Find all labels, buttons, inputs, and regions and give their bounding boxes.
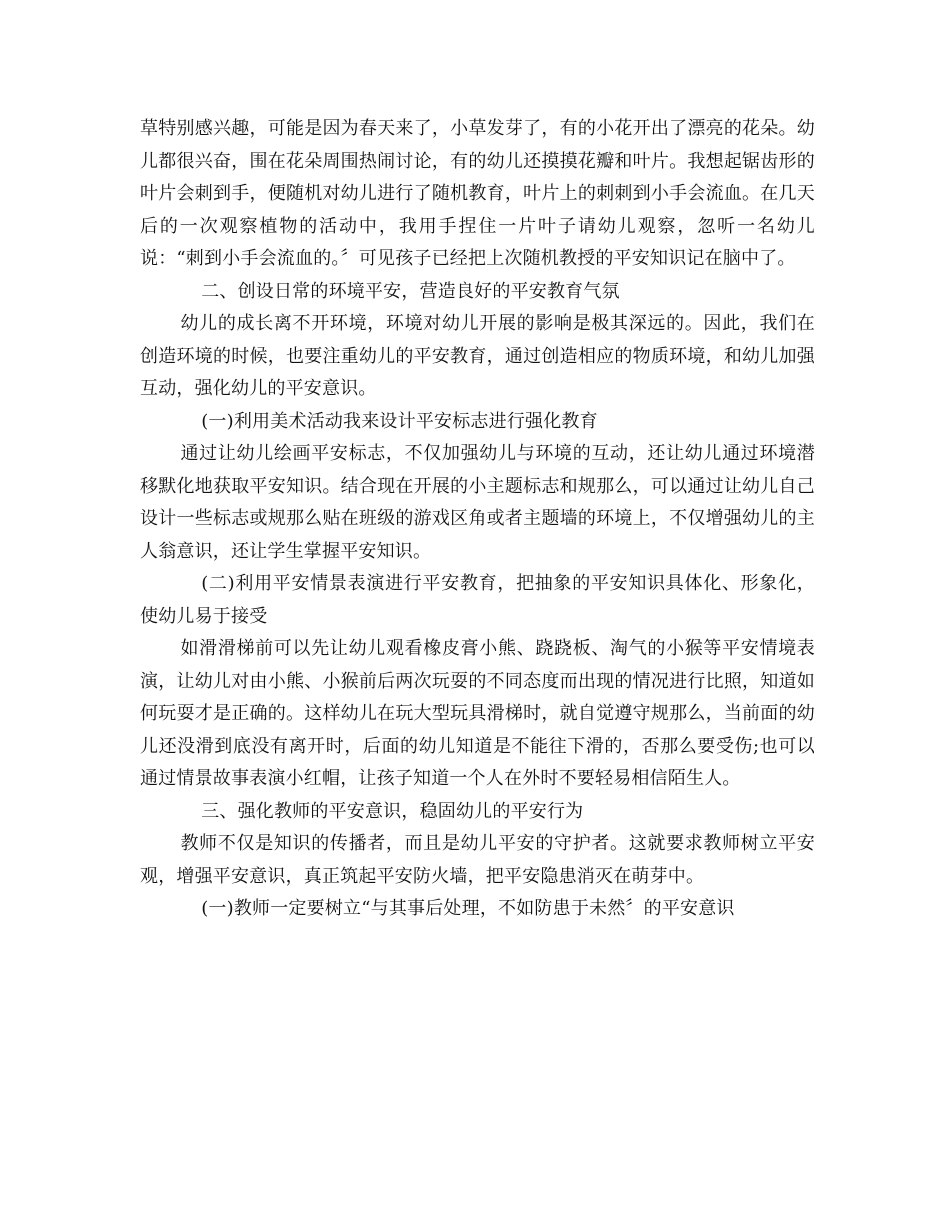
section-heading-2: 二、创设日常的环境平安，营造良好的平安教育气氛 xyxy=(201,280,620,302)
body-paragraph: 通过让幼儿绘画平安标志，不仅加强幼儿与环境的互动，还让幼儿通过环境潜移默化地获取平安知识。结合现在开展的小主题标志和规那么，可以通过让幼儿自己设计一些标志或规那么贴在班级的游戏区角或者主题墙的环境上，不仅增强幼儿的主人翁意识，还让学生掌握平安知识。 xyxy=(140,443,815,562)
body-paragraph: 幼儿的成长离不开环境，环境对幼儿开展的影响是极其深远的。因此，我们在创造环境的时候，也要注重幼儿的平安教育，通过创造相应的物质环境，和幼儿加强互动，强化幼儿的平安意识。 xyxy=(140,313,815,399)
subsection-heading-2-2: (二)利用平安情景表演进行平安教育，把抽象的平安知识具体化、形象化，使幼儿易于接受 xyxy=(140,573,815,627)
document-body xyxy=(140,113,815,926)
body-paragraph-continued: 草特别感兴趣，可能是因为春天来了，小草发芽了，有的小花开出了漂亮的花朵。幼儿都很兴奋，围在花朵周围热闹讨论，有的幼儿还摸摸花瓣和叶片。我想起锯齿形的叶片会刺到手，便随机对幼儿进行了随机教育，叶片上的刺刺到小手会流血。在几天后的一次观察植物的活动中，我用手捏住一片叶子请幼儿观察，忽听一名幼儿说：“刺到小手会流血的。〞可见孩子已经把上次随机教授的平安知识记在脑中了。 xyxy=(140,118,815,269)
body-paragraph: 教师不仅是知识的传播者，而且是幼儿平安的守护者。这就要求教师树立平安观，增强平安意识，真正筑起平安防火墙，把平安隐患消灭在萌芽中。 xyxy=(140,833,815,887)
body-paragraph: 如滑滑梯前可以先让幼儿观看橡皮膏小熊、跷跷板、淘气的小猴等平安情境表演，让幼儿对由小熊、小猴前后两次玩耍的不同态度而出现的情况进行比照，知道如何玩耍才是正确的。这样幼儿在玩大型玩具滑梯时，就自觉遵守规那么，当前面的幼儿还没滑到底没有离开时，后面的幼儿知道是不能往下滑的，否那么要受伤;也可以通过情景故事表演小红帽，让孩子知道一个人在外时不要轻易相信陌生人。 xyxy=(140,638,815,789)
subsection-heading-2-1: (一)利用美术活动我来设计平安标志进行强化教育 xyxy=(201,410,598,432)
subsection-heading-3-1: (一)教师一定要树立“与其事后处理，不如防患于未然〞的平安意识 xyxy=(201,898,735,919)
section-heading-3: 三、强化教师的平安意识，稳固幼儿的平安行为 xyxy=(201,800,584,822)
